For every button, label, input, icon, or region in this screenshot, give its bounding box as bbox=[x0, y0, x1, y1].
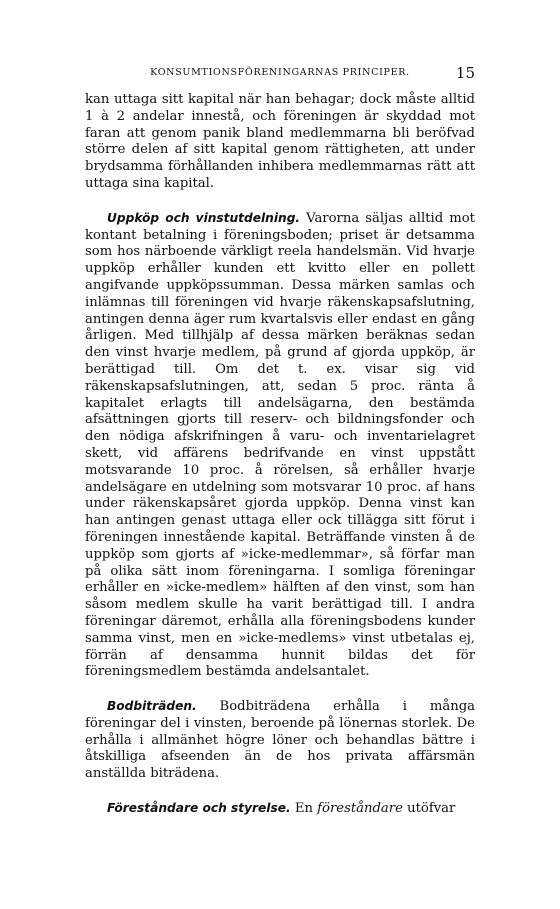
page-number: 15 bbox=[455, 64, 475, 82]
paragraph-purchases-profit bbox=[85, 210, 475, 681]
paragraph-text-prefix: En bbox=[290, 801, 318, 817]
italic-term-manager: föreståndare bbox=[317, 801, 403, 817]
body-text bbox=[85, 92, 475, 818]
page-header bbox=[0, 64, 560, 82]
paragraph-shop-assistants bbox=[85, 698, 475, 783]
section-heading-manager-board: Föreståndare och styrelse. bbox=[107, 801, 291, 816]
running-head: KONSUMTIONSFÖRENINGARNAS PRINCIPER. bbox=[150, 67, 410, 78]
paragraph-manager-board bbox=[85, 800, 475, 818]
paragraph-text: Varorna säljas alltid mot kontant betalning i föreningsboden; priset är detsamma som hos närboende värkligt reela handelsmän. Vid hvarje uppköp erhåller kunden ett kvitto eller en pollett angifvande uppköpssumman. Dessa märken samlas och inlämnas till föreningen vid hvarje räkenskapsafslutning, antingen denna äger rum kvartalsvis eller endast en gång årligen. Med tillhjälp af dessa märken beräknas sedan den vinst hvarje medlem, på grund af gjorda uppköp, är berättigad till. Om det t. ex. visar sig vid räkenskapsafslutningen, att, sedan 5 proc. ränta å kapitalet erlagts till andelsägarna, den bestämda afsättningen gjorts till reserv- och bildningsfonder och den nödiga afskrifningen å varu- och inventarielagret skett, vid affärens bedrifvande en vinst uppstått motsvarande 10 proc. å rörelsen, så erhåller hvarje andelsägare en utdelning som motsvarar 10 proc. af hans under räkenskapsåret gjorda uppköp. Denna vinst kan han antingen genast uttaga eller ock tillägga sitt förut i föreningen innestående kapital. Beträffande vinsten å de uppköp som gjorts af »icke-medlemmar», så förfar man på olika sätt inom föreningarna. I somliga föreningar erhåller en »icke-medlem» hälften af den vinst, som han såsom medlem skulle ha varit berättigad till. I andra föreningar däremot, erhålla alla föreningsbodens kunder samma vinst, men en »icke-medlems» vinst utbetalas ej, förrän af densamma hunnit bildas det för föreningsmedlem bestämda andelsantalet. bbox=[85, 210, 475, 680]
paragraph-text: Bodbiträdena erhålla i många föreningar del i vinsten, beroende på lönernas storlek. De erhålla i allmänhet högre löner och behandlas bättre i åtskilliga afseenden än de hos privata affärsmän anställda biträdena. bbox=[85, 699, 475, 782]
paragraph-capital-withdrawal bbox=[85, 92, 475, 193]
section-heading-purchases: Uppköp och vinstutdelning. bbox=[107, 210, 301, 225]
paragraph-text: kan uttaga sitt kapital när han behagar; dock måste alltid 1 à 2 andelar innestå, och föreningen är skyddad mot faran att genom panik bland medlemmarna bli beröfvad större delen af sitt kapital genom rättigheten, att under brydsamma förhållanden inhibera medlemmarnas rätt att uttaga sina kapital. bbox=[85, 92, 475, 191]
paragraph-text-suffix: utöfvar bbox=[402, 801, 456, 817]
section-heading-shop-assistants: Bodbiträden. bbox=[107, 699, 197, 714]
